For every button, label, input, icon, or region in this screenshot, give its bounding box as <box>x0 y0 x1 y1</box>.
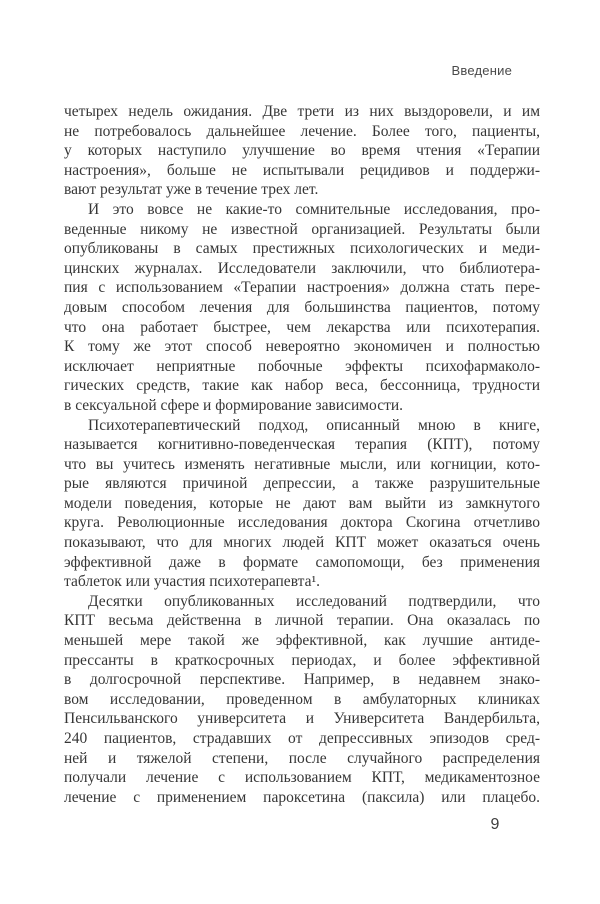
text-line: настроения», больше не испытывали рецидивов и поддержи- <box>64 161 540 179</box>
page-text <box>64 102 540 807</box>
text-line: Психотерапевтический подход, описанный мною в книге, <box>88 416 540 434</box>
text-line: цинских журналах. Исследователи заключили, что библиотера- <box>64 259 540 277</box>
text-line: в сексуальной сфере и формирование зависимости. <box>64 396 404 414</box>
text-line: довым способом лечения для большинства пациентов, потому <box>64 298 540 316</box>
page-number: 9 <box>490 816 500 833</box>
text-line: показывают, что для многих людей КПТ может оказаться очень <box>64 534 540 552</box>
text-line: четырех недель ожидания. Две трети из них выздоровели, и им <box>64 103 540 120</box>
text-line: рые являются причиной депрессии, а также разрушительные <box>64 475 540 493</box>
text-line: называется когнитивно-поведенческая терапия (КПТ), потому <box>64 436 540 454</box>
text-line: в долгосрочной перспективе. Например, в недавнем знако- <box>64 671 540 689</box>
text-line: что она работает быстрее, чем лекарства или психотерапия. <box>64 318 540 336</box>
text-line: модели поведения, которые не дают вам выйти из замкнутого <box>64 494 540 512</box>
text-line: гических средств, такие как набор веса, бессонница, трудности <box>64 377 540 395</box>
text-line: лечение с применением пароксетина (паксила) или плацебо. <box>64 788 540 806</box>
text-line: Пенсильванского университета и Университета Вандербильта, <box>64 710 540 728</box>
text-line: К тому же этот способ невероятно экономичен и полностью <box>64 338 540 356</box>
text-line: пия с использованием «Терапии настроения» должна стать пере- <box>64 279 540 297</box>
text-line: КПТ весьма действенна в личной терапии. Она оказалась по <box>64 612 540 630</box>
text-line: прессанты в краткосрочных периодах, и более эффективной <box>64 651 540 669</box>
text-line: Десятки опубликованных исследований подтвердили, что <box>88 592 540 610</box>
text-line: получали лечение с использованием КПТ, медикаментозное <box>64 769 540 787</box>
text-line: меньшей мере такой же эффективной, как лучшие антиде- <box>64 632 540 650</box>
text-line: не потребовалось дальнейшее лечение. Более того, пациенты, <box>64 122 540 140</box>
text-line: что вы учитесь изменять негативные мысли, или когниции, кото- <box>64 455 540 473</box>
running-head: Введение <box>451 63 512 78</box>
text-line: круга. Революционные исследования доктора Скогина отчетливо <box>64 514 540 532</box>
text-line: И это вовсе не какие-то сомнительные исследования, про- <box>88 200 540 218</box>
text-line: вают результат уже в течение трех лет. <box>64 181 319 199</box>
text-line: ней и тяжелой степени, после случайного распределения <box>64 749 540 767</box>
text-line: таблеток или участия психотерапевта¹. <box>64 573 320 591</box>
text-line: у которых наступило улучшение во время чтения «Терапии <box>64 142 540 160</box>
text-line: исключает неприятные побочные эффекты психофармаколо- <box>64 357 540 375</box>
text-line: опубликованы в самых престижных психологических и меди- <box>64 240 540 258</box>
text-line: 240 пациентов, страдавших от депрессивных эпизодов сред- <box>64 730 540 747</box>
text-line: эффективной даже в формате самопомощи, без применения <box>64 553 540 571</box>
text-line: веденные никому не известной организацией. Результаты были <box>64 220 540 238</box>
text-line: вом исследовании, проведенном в амбулаторных клиниках <box>64 690 540 708</box>
